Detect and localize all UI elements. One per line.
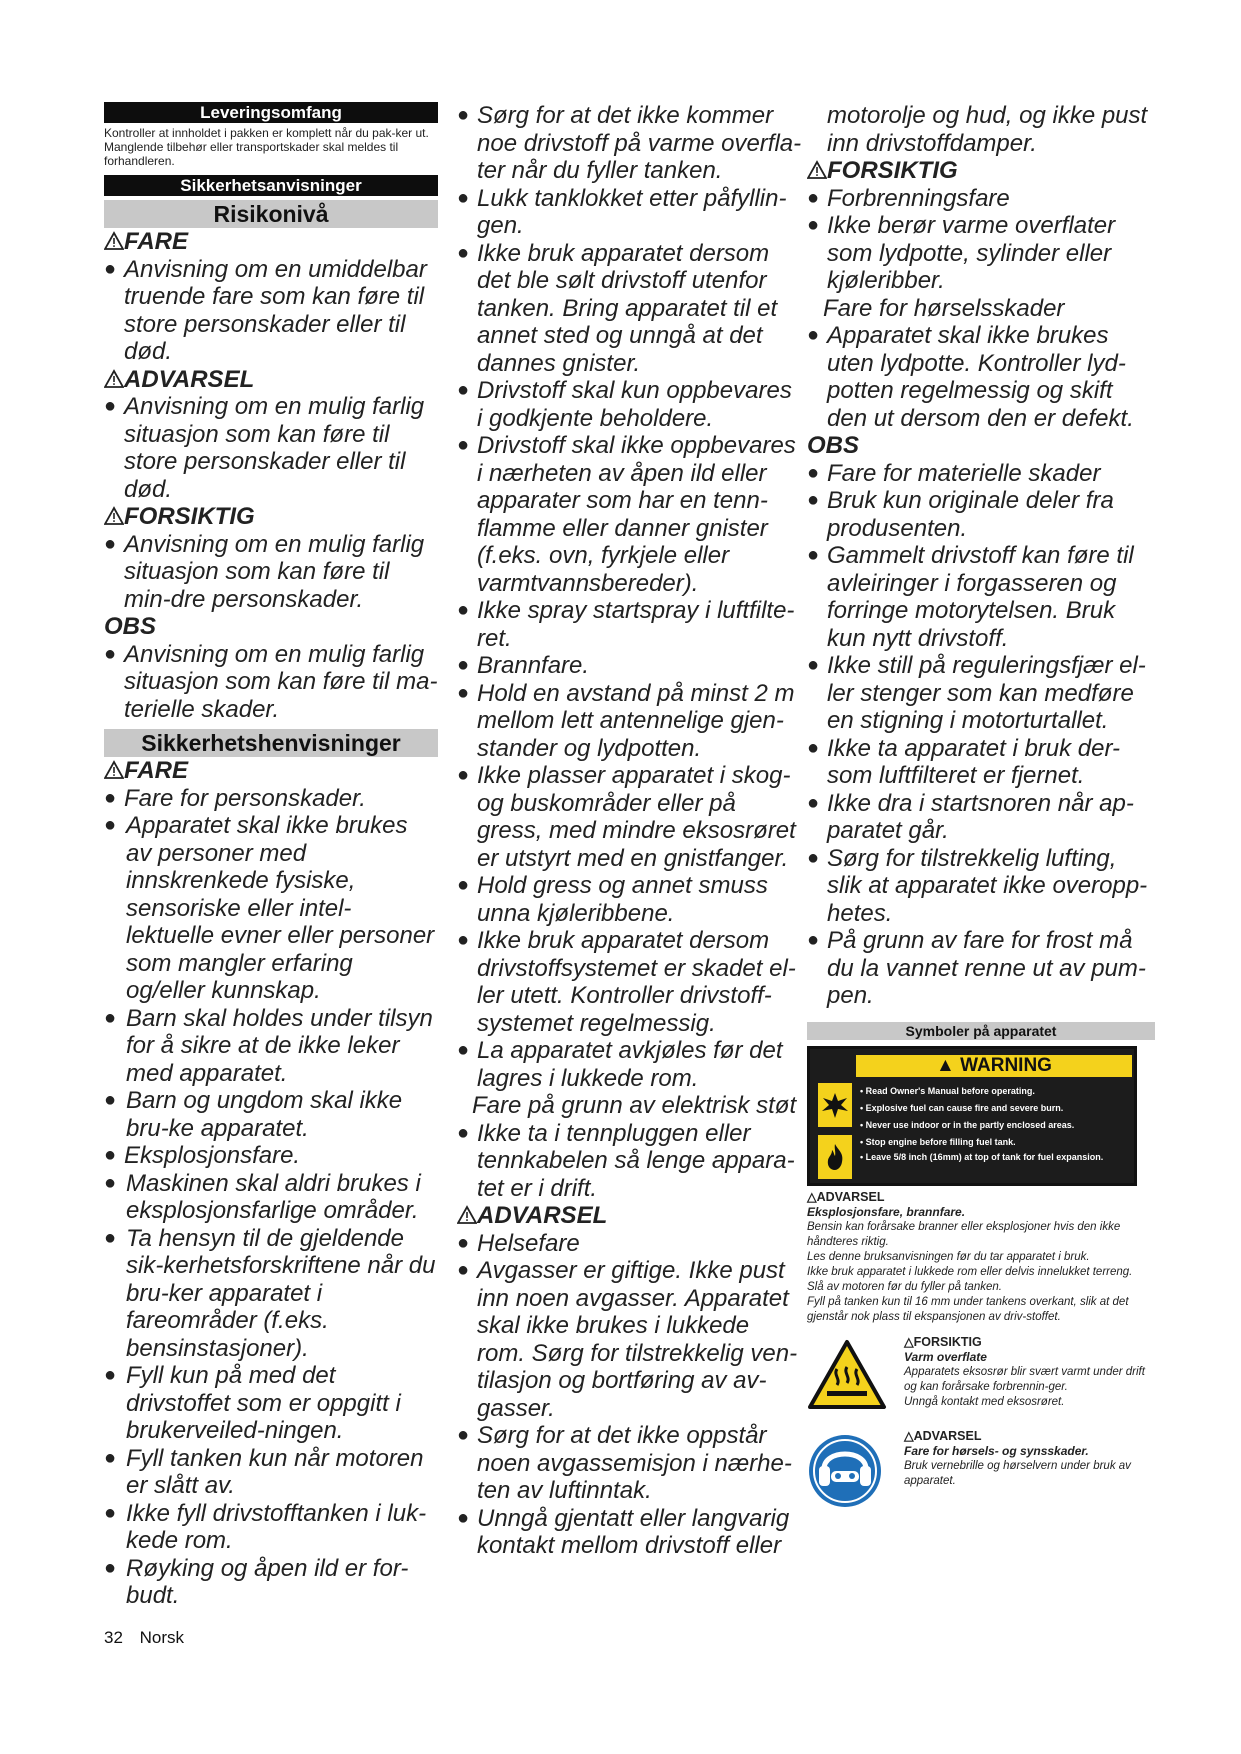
list-item: ● Bruk kun originale deler fra produsenten. xyxy=(807,487,1155,542)
warning-line: • Never use indoor or in the partly enclosed areas. xyxy=(860,1119,1075,1130)
warning-icons xyxy=(818,1083,854,1181)
warning-triangle-icon xyxy=(104,760,124,780)
elektrisk-stot: Fare på grunn av elektrisk støt xyxy=(472,1092,797,1119)
label-fare: FARE xyxy=(104,228,438,256)
page-footer xyxy=(104,1628,196,1648)
forsiktig-text: ● Anvisning om en mulig farlig situasjon som kan føre til min-dre personskader. xyxy=(104,531,438,614)
list-item: ● Gammelt drivstoff kan føre til avleiringer i forgasseren og forringe motorytelsen. Bruk kun nytt drivstoff. xyxy=(807,542,1155,652)
sym-advarsel2-title: Fare for hørsels- og synsskader. xyxy=(904,1443,1089,1458)
helsefare: ● Helsefare xyxy=(457,1230,802,1258)
list-item: ● Apparatet skal ikke brukes av personer med innskrenkede fysiske, sensoriske eller intel-lektuelle evner eller personer som mangler erfaring og/eller kunnskap. xyxy=(104,812,438,1005)
list-item: ● Barn og ungdom skal ikke bru-ke apparatet. xyxy=(104,1087,438,1142)
heading-sikkerhetshenvisninger: Sikkerhetshenvisninger xyxy=(104,729,438,757)
warning-line: • Stop engine before filling fuel tank. xyxy=(860,1136,1016,1147)
list-item: ● Maskinen skal aldri brukes i eksplosjonsfarlige områder. xyxy=(104,1170,438,1225)
list-item: ● Ta hensyn til de gjeldende sik-kerhetsforskriftene når du bru-ker apparatet i fareområder (f.eks. bensinstasjoner). xyxy=(104,1225,438,1363)
sym-advarsel-line: Bensin kan forårsake branner eller eksplosjoner hvis den ikke håndteres riktig. xyxy=(807,1220,1121,1248)
list-item: ● På grunn av fare for frost må du la vannet renne ut av pum-pen. xyxy=(807,927,1155,1010)
list-item: ● Drivstoff skal kun oppbevares i godkjente beholdere. xyxy=(457,377,802,432)
list-item: ● Ikke bruk apparatet dersom det ble sølt drivstoff utenfor tanken. Bring apparatet til et annet sted og unngå at det dannes gnister. xyxy=(457,240,802,378)
sym-forsiktig-label: △FORSIKTIG xyxy=(904,1334,982,1349)
heading-symboler: Symboler på apparatet xyxy=(807,1022,1155,1040)
list-item: ● Fyll tanken kun når motoren er slått av. xyxy=(104,1445,438,1500)
warning-triangle-icon xyxy=(104,369,124,389)
ppe-symbol xyxy=(807,1429,1155,1519)
list-item: ● Ikke still på reguleringsfjær el-ler stenger som kan medføre en stigning i motorturtallet. xyxy=(807,652,1155,735)
leveringsomfang-text: Kontroller at innholdet i pakken er komplett når du pak-ker ut. Manglende tilbehør eller transportskader skal meldes til forhandleren. xyxy=(104,126,429,168)
sym-advarsel-line: Ikke bruk apparatet i lukkede rom eller delvis innelukket terreng. xyxy=(807,1265,1133,1278)
warning-line: • Explosive fuel can cause fire and severe burn. xyxy=(860,1102,1064,1113)
horselsskader: Fare for hørselsskader xyxy=(823,294,1065,322)
fire-icon xyxy=(818,1135,852,1179)
warning-triangle-icon xyxy=(457,1205,477,1225)
column-1 xyxy=(104,102,438,1610)
label-fare-2: FARE xyxy=(104,757,438,785)
brannfare: ● Brannfare. xyxy=(457,652,802,680)
ear-eye-protection-icon xyxy=(807,1433,883,1509)
label-advarsel: ADVARSEL xyxy=(104,366,438,394)
sym-forsiktig-title: Varm overflate xyxy=(904,1349,987,1364)
list-item: ● Ikke fyll drivstofftanken i luk-kede rom. xyxy=(104,1500,438,1555)
hot-surface-symbol xyxy=(807,1335,1155,1425)
list-item: ● La apparatet avkjøles før det lagres i lukkede rom. xyxy=(457,1037,802,1092)
sym-forsiktig-line: Apparatets eksosrør blir svært varmt under drift og kan forårsake forbrennin-ger. xyxy=(904,1365,1145,1393)
list-item: ● Ikke dra i startsnoren når ap-paratet går. xyxy=(807,790,1155,845)
sym-advarsel2-label: △ADVARSEL xyxy=(904,1428,982,1443)
sym-advarsel-line: Slå av motoren før du fyller på tanken. xyxy=(807,1280,1002,1293)
continued-text: motorolje og hud, og ikke pust inn drivstoffdamper. xyxy=(827,102,1148,157)
warning-triangle-icon xyxy=(104,506,124,526)
list-item: ● Lukk tanklokket etter påfyllin-gen. xyxy=(457,185,802,240)
heading-sikkerhetsanvisninger: Sikkerhetsanvisninger xyxy=(104,175,438,196)
list-item: ● Apparatet skal ikke brukes uten lydpotte. Kontroller lyd-potten regelmessig og skift den ut dersom den er defekt. xyxy=(807,322,1155,432)
sym-advarsel-title: Eksplosjonsfare, brannfare. xyxy=(807,1204,966,1219)
heading-risikoniva: Risikonivå xyxy=(104,200,438,228)
list-item: ● Hold gress og annet smuss unna kjøleribbene. xyxy=(457,872,802,927)
warning-line: • Leave 5/8 inch (16mm) at top of tank for fuel expansion. xyxy=(860,1151,1104,1162)
eksplosjonsfare: ● Eksplosjonsfare. xyxy=(104,1142,438,1170)
page-number: 32 xyxy=(104,1628,123,1647)
warning-header: ▲ WARNING xyxy=(856,1055,1132,1077)
list-item: ● Avgasser er giftige. Ikke pust inn noen avgasser. Apparatet skal ikke brukes i lukkede rom. Sørg for tilstrekkelig ven-tilasjon og bortføring av av-gasser. xyxy=(457,1257,802,1422)
warning-list xyxy=(860,1083,1132,1163)
column-3 xyxy=(807,102,1155,1519)
list-item: ● Ikke bruk apparatet dersom drivstoffsystemet er skadet el-ler utett. Kontroller drivstoff-systemet regelmessig. xyxy=(457,927,802,1037)
advarsel-text: ● Anvisning om en mulig farlig situasjon som kan føre til store personskader eller til død. xyxy=(104,393,438,503)
sym-advarsel-line: Les denne bruksanvisningen før du tar apparatet i bruk. xyxy=(807,1250,1090,1263)
hot-surface-icon xyxy=(807,1339,887,1411)
warning-triangle-icon xyxy=(104,231,124,251)
fare-text: ● Anvisning om en umiddelbar truende fare som kan føre til store personskader eller til død. xyxy=(104,256,438,366)
list-item: ● Barn skal holdes under tilsyn for å sikre at de ikke leker med apparatet. xyxy=(104,1005,438,1088)
list-item: ● Ikke spray startspray i luftfilte-ret. xyxy=(457,597,802,652)
list-item: ● Ikke berør varme overflater som lydpotte, sylinder eller kjøleribber. xyxy=(807,212,1155,295)
label-obs: OBS xyxy=(104,613,157,640)
warning-label-image xyxy=(807,1046,1137,1186)
list-item: ● Ikke ta i tennpluggen eller tennkabelen så lenge appara-tet er i drift. xyxy=(457,1120,802,1203)
warning-line: • Read Owner's Manual before operating. xyxy=(860,1085,1035,1096)
sym-advarsel-line: Fyll på tanken kun til 16 mm under tankens overkant, slik at det gjenstår nok plass til ekspansjonen av driv-stoffet. xyxy=(807,1295,1129,1323)
list-item: ● Ikke ta apparatet i bruk der-som luftfilteret er fjernet. xyxy=(807,735,1155,790)
warning-triangle-icon xyxy=(807,160,827,180)
list-item: ● Drivstoff skal ikke oppbevares i nærheten av åpen ild eller apparater som har en tenn-flamme eller danner gnister (f.eks. ovn, fyrkjele eller varmtvannsbereder). xyxy=(457,432,802,597)
column-2 xyxy=(457,102,802,1560)
list-item: ● Unngå gjentatt eller langvarig kontakt mellom drivstoff eller xyxy=(457,1505,802,1560)
sym-forsiktig-line: Unngå kontakt med eksosrøret. xyxy=(904,1395,1065,1408)
label-advarsel: ADVARSEL xyxy=(457,1202,802,1230)
list-item: ● Ikke plasser apparatet i skog-og buskområder eller på gress, med mindre eksosrøret er utstyrt med en gnistfanger. xyxy=(457,762,802,872)
warning-triangle-icon: ▲ xyxy=(936,1054,955,1076)
list-item: ● Sørg for at det ikke oppstår noen avgassemisjon i nærhe-ten av luftinntak. xyxy=(457,1422,802,1505)
obs-text: ● Anvisning om en mulig farlig situasjon som kan føre til ma-terielle skader. xyxy=(104,641,438,724)
forbrenningsfare: ● Forbrenningsfare xyxy=(807,185,1155,213)
sym-advarsel-label: △ADVARSEL xyxy=(807,1189,885,1204)
list-item: ● Hold en avstand på minst 2 m mellom lett antennelige gjen-stander og lydpotten. xyxy=(457,680,802,763)
explosion-icon xyxy=(818,1083,852,1127)
heading-leveringsomfang: Leveringsomfang xyxy=(104,102,438,123)
label-obs: OBS xyxy=(807,432,860,459)
list-item: ● Fyll kun på med det drivstoffet som er oppgitt i brukerveiled-ningen. xyxy=(104,1362,438,1445)
list-item: ● Sørg for at det ikke kommer noe drivstoff på varme overfla-ter når du fyller tanken. xyxy=(457,102,802,185)
label-forsiktig: FORSIKTIG xyxy=(807,157,1155,185)
materielle-skader: ● Fare for materielle skader xyxy=(807,460,1155,488)
fare-personskader: ● Fare for personskader. xyxy=(104,785,438,813)
sym-advarsel2-line: Bruk vernebrille og hørselvern under bruk av apparatet. xyxy=(904,1459,1131,1487)
label-forsiktig: FORSIKTIG xyxy=(104,503,438,531)
list-item: ● Røyking og åpen ild er for-budt. xyxy=(104,1555,438,1610)
footer-language: Norsk xyxy=(139,1628,185,1647)
list-item: ● Sørg for tilstrekkelig lufting, slik at apparatet ikke overopp-hetes. xyxy=(807,845,1155,928)
